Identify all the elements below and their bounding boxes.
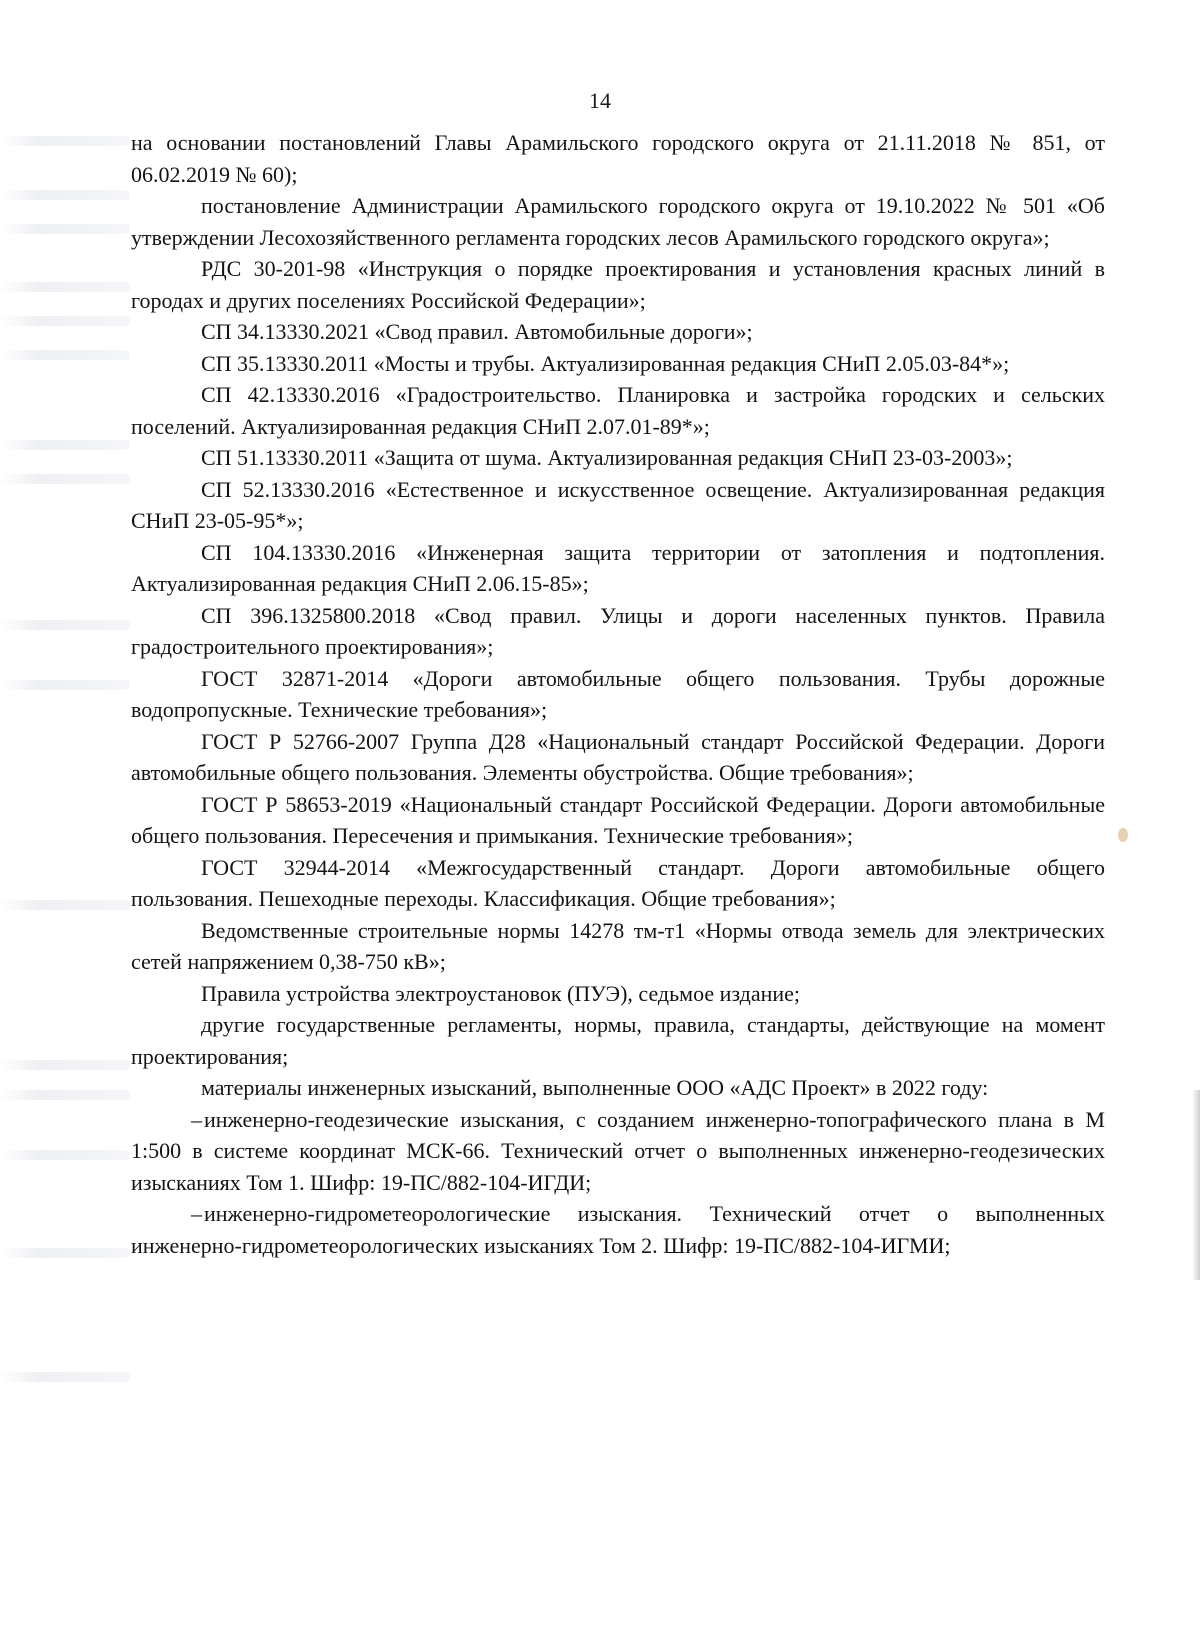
paragraph: СП 51.13330.2011 «Защита от шума. Актуализированная редакция СНиП 23-03-2003»; [201,445,1013,470]
scan-edge-shadow [1192,1090,1200,1280]
paragraph: СП 35.13330.2011 «Мосты и трубы. Актуализированная редакция СНиП 2.05.03-84*»; [201,350,1010,376]
paragraph: другие государственные регламенты, нормы, правила, стандарты, действующие на момент проектирования; [131,1012,1105,1069]
scan-artifact [0,1090,130,1100]
paragraph: ГОСТ 32944-2014 «Межгосударственный стандарт. Дороги автомобильные общего пользования. Пешеходные переходы. Классификация. Общие требования»; [131,854,1105,911]
paragraph: постановление Администрации Арамильского городского округа от 19.10.2022 № 501 «Об утверждении Лесохозяйственного регламента городских лесов Арамильского городского округа»; [131,193,1105,250]
paragraph: РДС 30-201-98 «Инструкция о порядке проектирования и установления красных линий в городах и других поселениях Российской Федерации»; [131,256,1105,313]
document-body [131,127,1105,1261]
scan-artifact [0,680,130,690]
scan-artifact [0,440,130,450]
scan-artifact [0,190,130,200]
paragraph: СП 104.13330.2016 «Инженерная защита территории от затопления и подтопления. Актуализированная редакция СНиП 2.06.15-85»; [131,539,1105,596]
paragraph: Правила устройства электроустановок (ПУЭ), седьмое издание; [201,980,801,1006]
paragraph: Ведомственные строительные нормы 14278 тм-т1 «Нормы отвода земель для электрических сетей напряжением 0,38-750 кВ»; [131,917,1105,974]
scan-artifact [0,1372,130,1382]
paragraph: СП 34.13330.2021 «Свод правил. Автомобильные дороги»; [201,319,753,344]
paragraph: на основании постановлений Главы Арамильского городского округа от 21.11.2018 № 851, от 06.02.2019 № 60); [131,130,1105,187]
paragraph: материалы инженерных изысканий, выполненные ООО «АДС Проект» в 2022 году: [201,1075,989,1100]
scan-artifact [0,350,130,360]
list-item-text: инженерно-геодезические изыскания, с созданием инженерно-топографического плана в М 1:500 в системе координат МСК-66. Технический отчет о выполненных инженерно-геодезических изысканиях Том 1. Шифр: 19-ПС/882-104-ИГДИ; [131,1106,1105,1195]
scan-artifact [0,282,130,292]
scan-artifact [0,474,130,484]
scan-artifact [0,1150,130,1160]
paragraph: ГОСТ Р 58653-2019 «Национальный стандарт Российской Федерации. Дороги автомобильные общего пользования. Пересечения и примыкания. Технические требования»; [131,791,1105,848]
paragraph: СП 396.1325800.2018 «Свод правил. Улицы и дороги населенных пунктов. Правила градостроительного проектирования»; [131,602,1105,659]
scan-artifact [0,620,130,630]
scan-artifact [0,1248,130,1258]
page-number: 14 [589,88,611,113]
paragraph: ГОСТ Р 52766-2007 Группа Д28 «Национальный стандарт Российской Федерации. Дороги автомобильные общего пользования. Элементы обустройства. Общие требования»; [131,728,1105,785]
paragraph: СП 42.13330.2016 «Градостроительство. Планировка и застройка городских и сельских поселений. Актуализированная редакция СНиП 2.07.01-89*»; [131,382,1105,439]
list-item [131,1104,1105,1199]
paragraph: ГОСТ 32871-2014 «Дороги автомобильные общего пользования. Трубы дорожные водопропускные. Технические требования»; [131,665,1105,722]
list-item [131,1198,1105,1261]
scan-artifact [0,316,130,326]
scan-artifact [0,224,130,234]
paper-stain [1118,828,1128,842]
scan-artifact [0,136,130,146]
list-dash: – [191,1201,202,1226]
scan-artifact [0,1060,130,1070]
scan-artifact [0,900,130,910]
list-item-text: инженерно-гидрометеорологические изыскания. Технический отчет о выполненных инженерно-гидрометеорологических изысканиях Том 2. Шифр: 19-ПС/882-104-ИГМИ; [131,1201,1105,1258]
list-dash: – [191,1106,202,1132]
paragraph: СП 52.13330.2016 «Естественное и искусственное освещение. Актуализированная редакция СНиП 23-05-95*»; [131,476,1105,533]
